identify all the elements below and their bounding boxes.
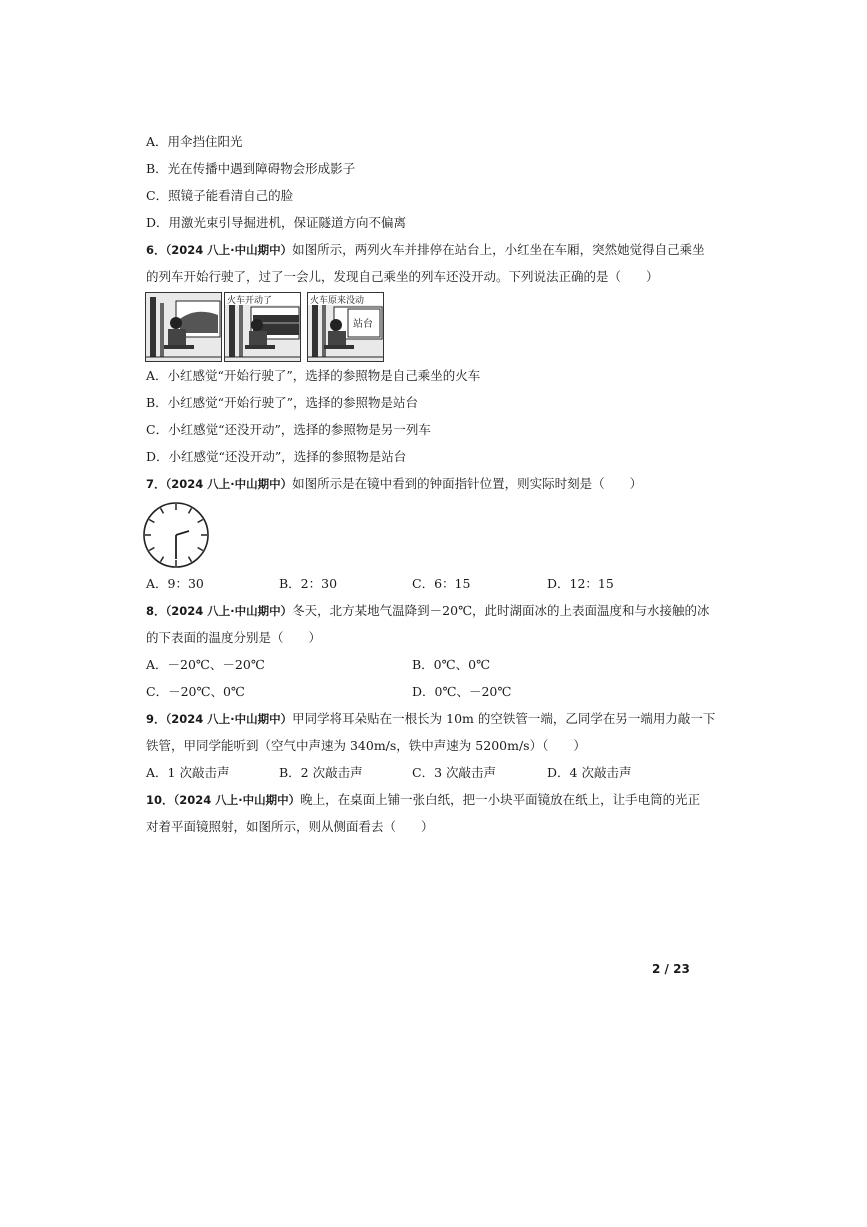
q7-option-c: C．6：15 (412, 576, 471, 591)
q7-mirror-clock-figure (142, 501, 210, 569)
q6-option-a: A．小红感觉“开始行驶了”，选择的参照物是自己乘坐的火车 (146, 368, 481, 383)
q6-option-b: B．小红感觉“开始行驶了”，选择的参照物是站台 (146, 395, 418, 410)
q7-option-b: B．2：30 (279, 576, 338, 591)
q9-number: 9． (146, 712, 166, 726)
q10-text-line1: 晚上，在桌面上铺一张白纸，把一小块平面镜放在纸上，让手电筒的光正 (300, 792, 701, 807)
q6-figure-panel-2 (224, 292, 301, 362)
q8-option-c: C．－20℃、0℃ (146, 684, 245, 699)
q10-number: 10． (146, 793, 174, 807)
q7-number: 7． (146, 477, 166, 491)
q10-source: （2024 八上·中山期中） (173, 793, 301, 807)
q6-figure-panel-3 (307, 292, 384, 362)
q9-option-d: D．4 次敲击声 (547, 765, 632, 780)
q7-options-row (146, 576, 746, 592)
q9-option-a: A．1 次敲击声 (146, 765, 230, 780)
q7-option-a: A．9：30 (146, 576, 204, 591)
q9-option-c: C．3 次敲击声 (412, 765, 496, 780)
q6-option-c: C．小红感觉“还没开动”，选择的参照物是另一列车 (146, 422, 431, 437)
q8-stem-line1 (146, 603, 710, 619)
q5-option-b: B．光在传播中遇到障碍物会形成影子 (146, 161, 356, 176)
q6-stem-line2: 的列车开始行驶了，过了一会儿，发现自己乘坐的列车还没开动。下列说法正确的是（ ） (146, 269, 659, 284)
q6-option-d: D．小红感觉“还没开动”，选择的参照物是站台 (146, 449, 407, 464)
q10-stem-line2: 对着平面镜照射，如图所示，则从侧面看去（ ） (146, 819, 434, 834)
q8-option-a: A．－20℃、－20℃ (146, 657, 265, 672)
q6-number: 6． (146, 243, 166, 257)
q7-option-d: D．12：15 (547, 576, 614, 591)
q8-option-b: B．0℃、0℃ (412, 657, 491, 672)
q8-source: （2024 八上·中山期中） (165, 604, 293, 618)
q8-stem-line2: 的下表面的温度分别是（ ） (146, 630, 322, 645)
q6-figure-panel-1 (145, 292, 222, 362)
page-number: 2 / 23 (652, 962, 690, 976)
q5-option-d: D．用激光束引导掘进机，保证隧道方向不偏离 (146, 215, 407, 230)
q5-option-a: A．用伞挡住阳光 (146, 134, 243, 149)
q10-stem-line1 (146, 792, 700, 808)
q6-station-sign: 站台 (353, 319, 373, 330)
q8-options-row-2 (146, 684, 746, 700)
q9-stem-line1 (146, 711, 715, 727)
q7-source: （2024 八上·中山期中） (165, 477, 293, 491)
q9-options-row (146, 765, 746, 781)
q9-stem-line2: 铁管，甲同学能听到（空气中声速为 340m/s，铁中声速为 5200m/s）（ ） (146, 738, 586, 753)
q6-text-line1: 如图所示，两列火车并排停在站台上，小红坐在车厢，突然她觉得自己乘坐 (292, 242, 705, 257)
q9-text-line1: 甲同学将耳朵贴在一根长为 10m 的空铁管一端，乙同学在另一端用力敲一下 (292, 711, 716, 726)
q6-panel-3-caption: 火车原来没动 (310, 296, 365, 306)
q6-source: （2024 八上·中山期中） (165, 243, 293, 257)
q6-stem-line1 (146, 242, 705, 258)
q8-option-d: D．0℃、－20℃ (412, 684, 512, 699)
q8-options-row-1 (146, 657, 746, 673)
q9-source: （2024 八上·中山期中） (165, 712, 293, 726)
q7-text: 如图所示是在镜中看到的钟面指针位置，则实际时刻是（ ） (292, 476, 643, 491)
q6-panel-2-caption: 火车开动了 (227, 296, 273, 306)
q9-option-b: B．2 次敲击声 (279, 765, 363, 780)
q8-number: 8． (146, 604, 166, 618)
q5-option-c: C．照镜子能看清自己的脸 (146, 188, 294, 203)
q8-text-line1: 冬天，北方某地气温降到－20℃，此时湖面冰的上表面温度和与水接触的冰 (292, 603, 710, 618)
q7-stem (146, 476, 642, 492)
